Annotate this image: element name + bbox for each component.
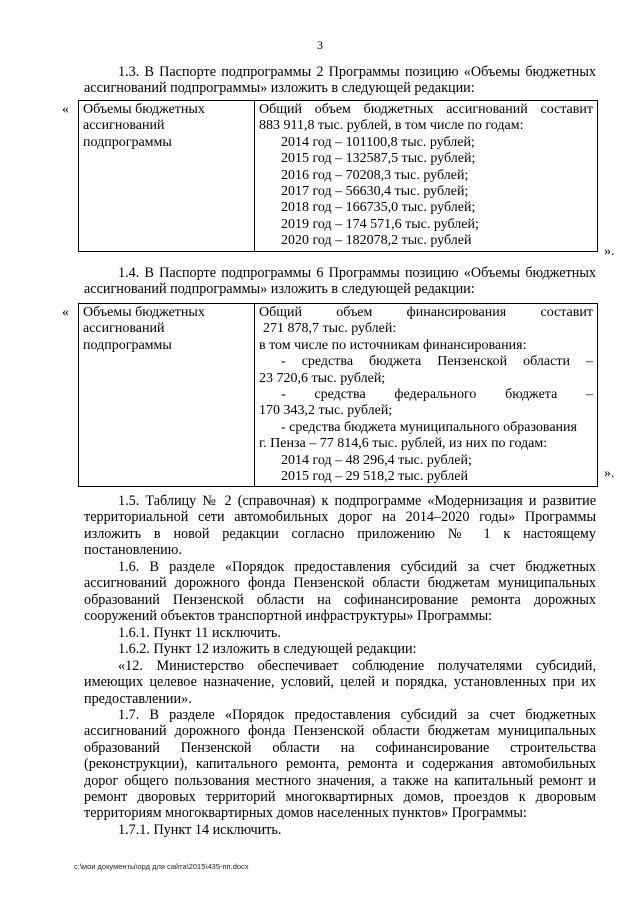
table1-left-cell: Объемы бюджетных ассигнований подпрограммы bbox=[79, 101, 255, 252]
table2-line: г. Пенза – 77 814,6 тыс. рублей, из них по годам: bbox=[259, 436, 548, 452]
table1-year-row: 2017 год – 56630,4 тыс. рублей; bbox=[281, 184, 469, 200]
table1-year-row: 2020 год – 182078,2 тыс. рублей bbox=[281, 233, 472, 249]
budget-table-1 bbox=[78, 100, 598, 252]
table1-quote-close: ». bbox=[604, 244, 615, 259]
page-number: 3 bbox=[317, 38, 323, 52]
table1-year-row: 2018 год – 166735,0 тыс. рублей; bbox=[281, 200, 476, 216]
paragraph-1-7: 1.7. В разделе «Порядок предоставления субсидий за счет бюджетных ассигнований дорожного фонда Пензенской области бюджетам муниципальных образований Пензенской области на софинансирование строительства (реконструкции), капитального ремонта, ремонта и содержания автомобильных дорог общего пользования местного значения, а также на капитальный ремонт и ремонт дворовых территорий многоквартирных домов, проездов к дворовым территориям многоквартирных домов населенных пунктов» Программы: bbox=[84, 707, 596, 822]
paragraph-1-6-1: 1.6.1. Пункт 11 исключить. bbox=[118, 625, 281, 641]
table2-quote-close: ». bbox=[604, 466, 615, 481]
table2-quote-open: « bbox=[62, 305, 69, 320]
table2-line: 23 720,6 тыс. рублей; bbox=[259, 370, 386, 386]
table2-left-cell: Объемы бюджетных ассигнований подпрограммы bbox=[79, 304, 255, 487]
table1-quote-open: « bbox=[62, 102, 69, 117]
table2-line: Общий объем финансирования составит bbox=[259, 305, 593, 320]
table2-year-row: 2014 год – 48 296,4 тыс. рублей; bbox=[281, 452, 472, 468]
table2-line: 271 878,7 тыс. рублей: bbox=[263, 321, 397, 337]
paragraph-1-4: 1.4. В Паспорте подпрограммы 6 Программы позицию «Объемы бюджетных ассигнований подпрограммы» изложить в следующей редакции: bbox=[84, 265, 596, 298]
table2-line: - средства федерального бюджета – bbox=[281, 387, 593, 403]
table1-year-row: 2019 год – 174 571,6 тыс. рублей; bbox=[281, 216, 479, 232]
paragraph-1-3: 1.3. В Паспорте подпрограммы 2 Программы позицию «Объемы бюджетных ассигнований подпрограммы» изложить в следующей редакции: bbox=[84, 64, 596, 97]
paragraph-12-quote: «12. Министерство обеспечивает соблюдение получателями субсидий, имеющих целевое назначение, условий, целей и порядка, установленных при их предоставлении». bbox=[84, 658, 596, 707]
paragraph-1-5: 1.5. Таблицу № 2 (справочная) к подпрограмме «Модернизация и развитие территориальной сети автомобильных дорог на 2014–2020 годы» Программы изложить в новой редакции согласно приложению № 1 к настоящему постановлению. bbox=[84, 493, 596, 559]
table2-line: - средства бюджета муниципального образования bbox=[281, 419, 577, 435]
budget-table-2 bbox=[78, 303, 598, 487]
table1-year-row: 2014 год – 101100,8 тыс. рублей; bbox=[281, 134, 475, 150]
table2-right-cell bbox=[255, 304, 598, 487]
table1-line: Общий объем бюджетных ассигнований составит bbox=[259, 102, 593, 117]
paragraph-1-6: 1.6. В разделе «Порядок предоставления субсидий за счет бюджетных ассигнований дорожного фонда Пензенской области бюджетам муниципальных образований Пензенской области на софинансирование ремонта дорожных сооружений объектов транспортной инфраструктуры» Программы: bbox=[84, 559, 596, 625]
file-path-footer: c:\мои документы\орд для сайта\2015\435-пп.docx bbox=[74, 862, 249, 871]
table2-year-row: 2015 год – 29 518,2 тыс. рублей bbox=[281, 469, 468, 485]
table2-line: в том числе по источникам финансирования: bbox=[259, 337, 527, 353]
table1-right-cell bbox=[255, 101, 598, 252]
table1-year-row: 2015 год – 132587,5 тыс. рублей; bbox=[281, 151, 476, 167]
table2-line: 170 343,2 тыс. рублей; bbox=[259, 403, 393, 419]
paragraph-1-7-1: 1.7.1. Пункт 14 исключить. bbox=[118, 822, 282, 838]
table2-line: - средства бюджета Пензенской области – bbox=[281, 354, 593, 370]
table1-year-row: 2016 год – 70208,3 тыс. рублей; bbox=[281, 167, 469, 183]
table1-line: 883 911,8 тыс. рублей, в том числе по годам: bbox=[259, 118, 524, 134]
paragraph-1-6-2: 1.6.2. Пункт 12 изложить в следующей редакции: bbox=[118, 641, 417, 657]
